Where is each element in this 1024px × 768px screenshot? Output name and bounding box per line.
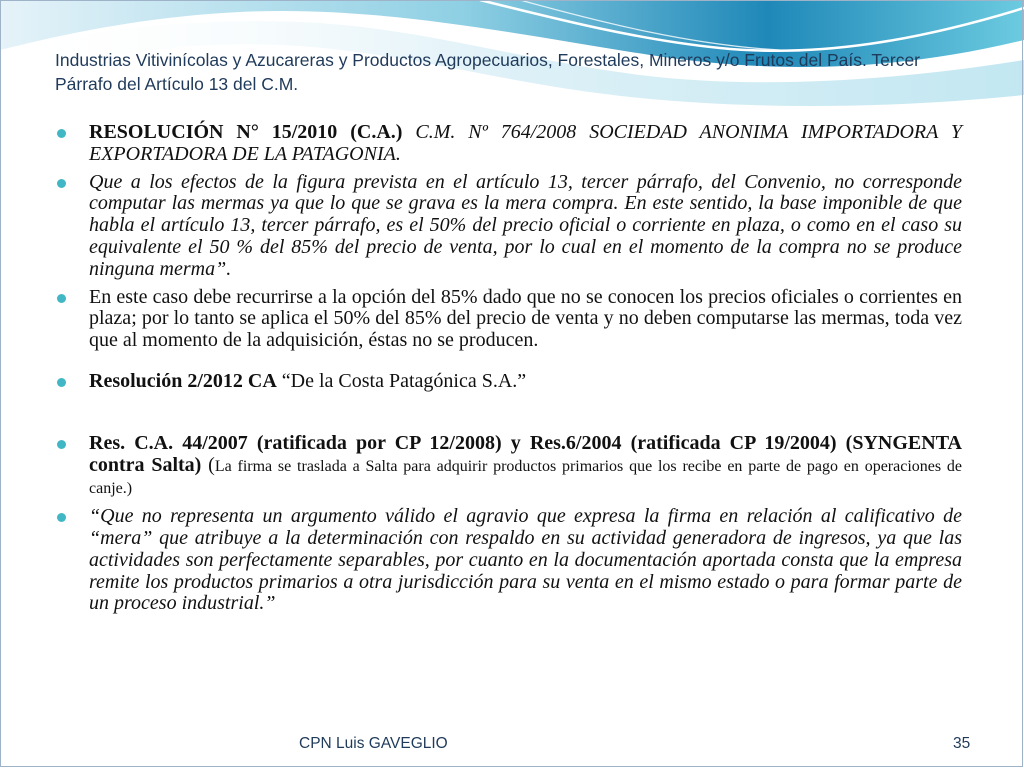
bullet-icon — [57, 129, 66, 138]
bullet-item — [57, 371, 962, 393]
slide-number: 35 — [953, 735, 971, 752]
bullet-text: ( — [201, 453, 215, 476]
bullet-label: Resolución 2/2012 CA — [89, 369, 277, 392]
bullet-text: En este caso debe recurrirse a la opción del 85% dado que no se conocen los precios oficiales o corrientes en plaza; por lo tanto se aplica el 50% del 85% del precio de venta y no deben computarse las mermas, toda vez que al momento de la adquisición, éstas no se producen. — [89, 285, 962, 352]
bullet-label: Res. C.A. 44/2007 (ratificada por CP 12/2008) y Res.6/2004 (ratificada CP 19/2004) (SYNGENTA contra Salta) — [89, 431, 962, 476]
bullet-item — [57, 172, 962, 281]
bullet-text: “Que no representa un argumento válido el agravio que expresa la firma en relación al calificativo de “mera” que atribuye a la determinación con respaldo en su actividad generadora de ingresos, ya que las actividades son perfectamente separables, por cuanto en la documentación aportada consta que la empresa remite los productos primarios a otra jurisdicción para su venta en el mismo estado o para formar parte de un proceso industrial.” — [89, 505, 962, 615]
bullet-item — [57, 287, 962, 352]
bullet-text: “De la Costa Patagónica S.A.” — [276, 369, 527, 392]
bullet-icon — [57, 513, 66, 522]
slide-title: Industrias Vitivinícolas y Azucareras y Productos Agropecuarios, Forestales, Mineros y/o Frutos del País. Tercer Párrafo del Artículo 13 del C.M. — [55, 50, 921, 94]
bullet-icon — [57, 378, 66, 387]
footer-author: CPN Luis GAVEGLIO — [299, 735, 448, 752]
bullet-list — [57, 122, 962, 615]
bullet-icon — [57, 440, 66, 449]
bullet-text: Que a los efectos de la figura prevista en el artículo 13, tercer párrafo, del Convenio, no corresponde computar las mermas ya que lo que se grava es la mera compra. En este sentido, la base imponible de que habla el artículo 13, tercer párrafo, es el 50% del precio oficial o corriente en plaza, o como en el caso su equivalente el 50 % del 85% del precio de venta, por lo cual en el momento de la compra no se produce ninguna merma”. — [89, 170, 962, 280]
bullet-icon — [57, 294, 66, 303]
bullet-item — [57, 122, 962, 166]
bullet-text: C.M. Nº 764/2008 SOCIEDAD ANONIMA IMPORTADORA Y EXPORTADORA DE LA PATAGONIA. — [89, 121, 962, 165]
bullet-item — [57, 433, 962, 500]
bullet-icon — [57, 179, 66, 188]
bullet-item — [57, 506, 962, 615]
bullet-label: RESOLUCIÓN N° 15/2010 (C.A.) — [89, 121, 403, 143]
bullet-note: La firma se traslada a Salta para adquirir productos primarios que los recibe en parte de pago en operaciones de canje.) — [89, 457, 962, 498]
